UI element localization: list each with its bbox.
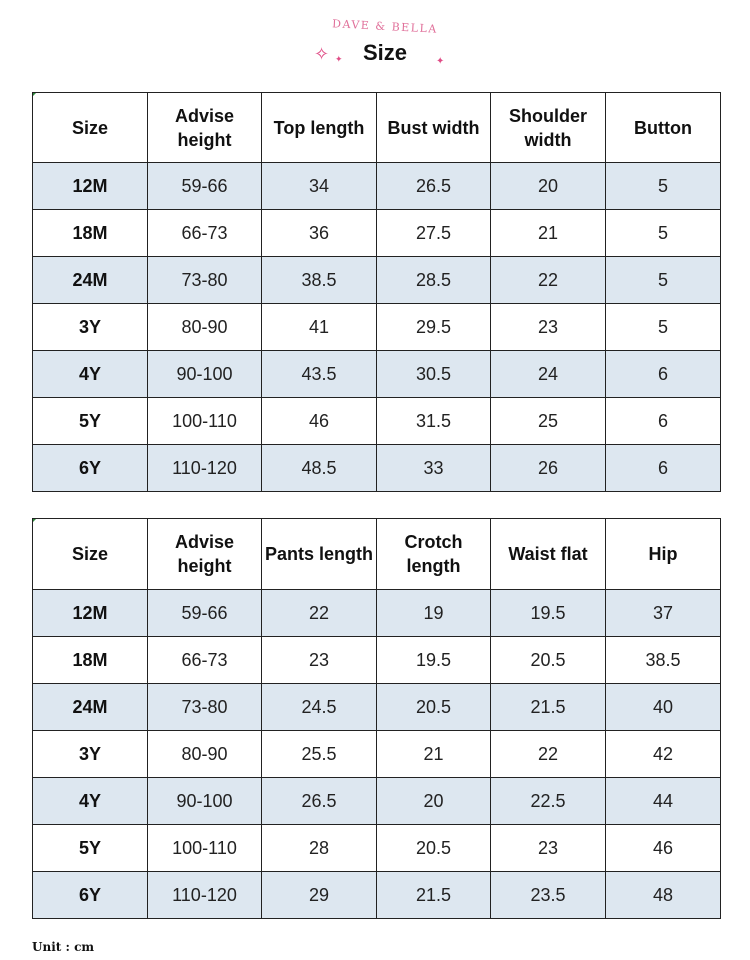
column-header: Button <box>606 93 721 163</box>
table-cell: 110-120 <box>148 872 262 919</box>
table-cell: 6 <box>606 351 721 398</box>
brand-logo: DAVE & BELLA <box>331 17 439 36</box>
table-row <box>33 778 721 825</box>
column-header: Top length <box>262 93 377 163</box>
size-label-cell: 3Y <box>33 304 148 351</box>
size-label-cell: 18M <box>33 637 148 684</box>
column-header: Advise height <box>148 519 262 590</box>
table-cell: 46 <box>262 398 377 445</box>
table-row <box>33 351 721 398</box>
table-cell: 6 <box>606 398 721 445</box>
column-header: Size <box>33 519 148 590</box>
table-cell: 26 <box>491 445 606 492</box>
table-cell: 59-66 <box>148 590 262 637</box>
size-label-cell: 3Y <box>33 731 148 778</box>
unit-label: Unit : cm <box>32 940 95 954</box>
table-cell: 28.5 <box>377 257 491 304</box>
table-cell: 40 <box>606 684 721 731</box>
table-row <box>33 637 721 684</box>
table-cell: 34 <box>262 163 377 210</box>
top-size-table <box>32 92 721 492</box>
size-label-cell: 5Y <box>33 825 148 872</box>
table-row <box>33 731 721 778</box>
table-cell: 41 <box>262 304 377 351</box>
table-cell: 90-100 <box>148 351 262 398</box>
table-cell: 20.5 <box>377 684 491 731</box>
table-cell: 80-90 <box>148 731 262 778</box>
table-cell: 19.5 <box>491 590 606 637</box>
table-header-row <box>33 519 721 590</box>
table-cell: 38.5 <box>262 257 377 304</box>
table-cell: 25 <box>491 398 606 445</box>
size-label-cell: 24M <box>33 257 148 304</box>
table-cell: 21 <box>491 210 606 257</box>
table-cell: 29.5 <box>377 304 491 351</box>
column-header: Shoulder width <box>491 93 606 163</box>
table-cell: 20 <box>377 778 491 825</box>
table-cell: 21.5 <box>377 872 491 919</box>
size-label-cell: 4Y <box>33 351 148 398</box>
size-label-cell: 4Y <box>33 778 148 825</box>
table-cell: 22 <box>262 590 377 637</box>
table-row <box>33 304 721 351</box>
table-cell: 44 <box>606 778 721 825</box>
table-cell: 19 <box>377 590 491 637</box>
table-cell: 23 <box>262 637 377 684</box>
table-cell: 5 <box>606 257 721 304</box>
table-cell: 5 <box>606 163 721 210</box>
table-cell: 21 <box>377 731 491 778</box>
table-cell: 42 <box>606 731 721 778</box>
table-cell: 23 <box>491 825 606 872</box>
column-header: Crotch length <box>377 519 491 590</box>
table-cell: 20.5 <box>491 637 606 684</box>
table-cell: 43.5 <box>262 351 377 398</box>
table-cell: 28 <box>262 825 377 872</box>
table-row <box>33 210 721 257</box>
table-cell: 22 <box>491 731 606 778</box>
table-cell: 22 <box>491 257 606 304</box>
table-cell: 48.5 <box>262 445 377 492</box>
table-cell: 20.5 <box>377 825 491 872</box>
table-cell: 24 <box>491 351 606 398</box>
table-cell: 38.5 <box>606 637 721 684</box>
table-cell: 66-73 <box>148 210 262 257</box>
table-row <box>33 684 721 731</box>
table-row <box>33 445 721 492</box>
table-cell: 30.5 <box>377 351 491 398</box>
table-cell: 31.5 <box>377 398 491 445</box>
size-label-cell: 12M <box>33 163 148 210</box>
table-cell: 110-120 <box>148 445 262 492</box>
size-label-cell: 6Y <box>33 445 148 492</box>
table-cell: 59-66 <box>148 163 262 210</box>
table-row <box>33 590 721 637</box>
size-label-cell: 12M <box>33 590 148 637</box>
table-cell: 25.5 <box>262 731 377 778</box>
table-cell: 90-100 <box>148 778 262 825</box>
page-header <box>0 0 750 80</box>
table-cell: 36 <box>262 210 377 257</box>
table-cell: 46 <box>606 825 721 872</box>
size-label-cell: 24M <box>33 684 148 731</box>
table-cell: 33 <box>377 445 491 492</box>
size-label-cell: 6Y <box>33 872 148 919</box>
table-cell: 66-73 <box>148 637 262 684</box>
table-cell: 5 <box>606 210 721 257</box>
sparkle-icon: ✦ <box>335 54 343 64</box>
column-header: Size <box>33 93 148 163</box>
table-cell: 20 <box>491 163 606 210</box>
column-header: Hip <box>606 519 721 590</box>
table-row <box>33 825 721 872</box>
column-header: Advise height <box>148 93 262 163</box>
table-cell: 100-110 <box>148 825 262 872</box>
table-cell: 22.5 <box>491 778 606 825</box>
table-cell: 37 <box>606 590 721 637</box>
table-cell: 26.5 <box>377 163 491 210</box>
sparkle-icon: ✧ <box>314 44 330 64</box>
sparkle-icon: ✦ <box>436 56 445 67</box>
table-cell: 73-80 <box>148 684 262 731</box>
table-cell: 21.5 <box>491 684 606 731</box>
table-cell: 48 <box>606 872 721 919</box>
table-cell: 80-90 <box>148 304 262 351</box>
table-row <box>33 872 721 919</box>
table-row <box>33 398 721 445</box>
column-header: Bust width <box>377 93 491 163</box>
table-row <box>33 163 721 210</box>
table-header-row <box>33 93 721 163</box>
table-cell: 5 <box>606 304 721 351</box>
table-cell: 23.5 <box>491 872 606 919</box>
size-label-cell: 5Y <box>33 398 148 445</box>
column-header: Pants length <box>262 519 377 590</box>
pants-size-table <box>32 518 721 919</box>
size-label-cell: 18M <box>33 210 148 257</box>
page-title: Size <box>362 40 408 65</box>
table-cell: 23 <box>491 304 606 351</box>
table-cell: 24.5 <box>262 684 377 731</box>
table-cell: 73-80 <box>148 257 262 304</box>
table-cell: 19.5 <box>377 637 491 684</box>
table-cell: 29 <box>262 872 377 919</box>
table-row <box>33 257 721 304</box>
table-cell: 6 <box>606 445 721 492</box>
column-header: Waist flat <box>491 519 606 590</box>
table-cell: 100-110 <box>148 398 262 445</box>
table-cell: 26.5 <box>262 778 377 825</box>
table-cell: 27.5 <box>377 210 491 257</box>
